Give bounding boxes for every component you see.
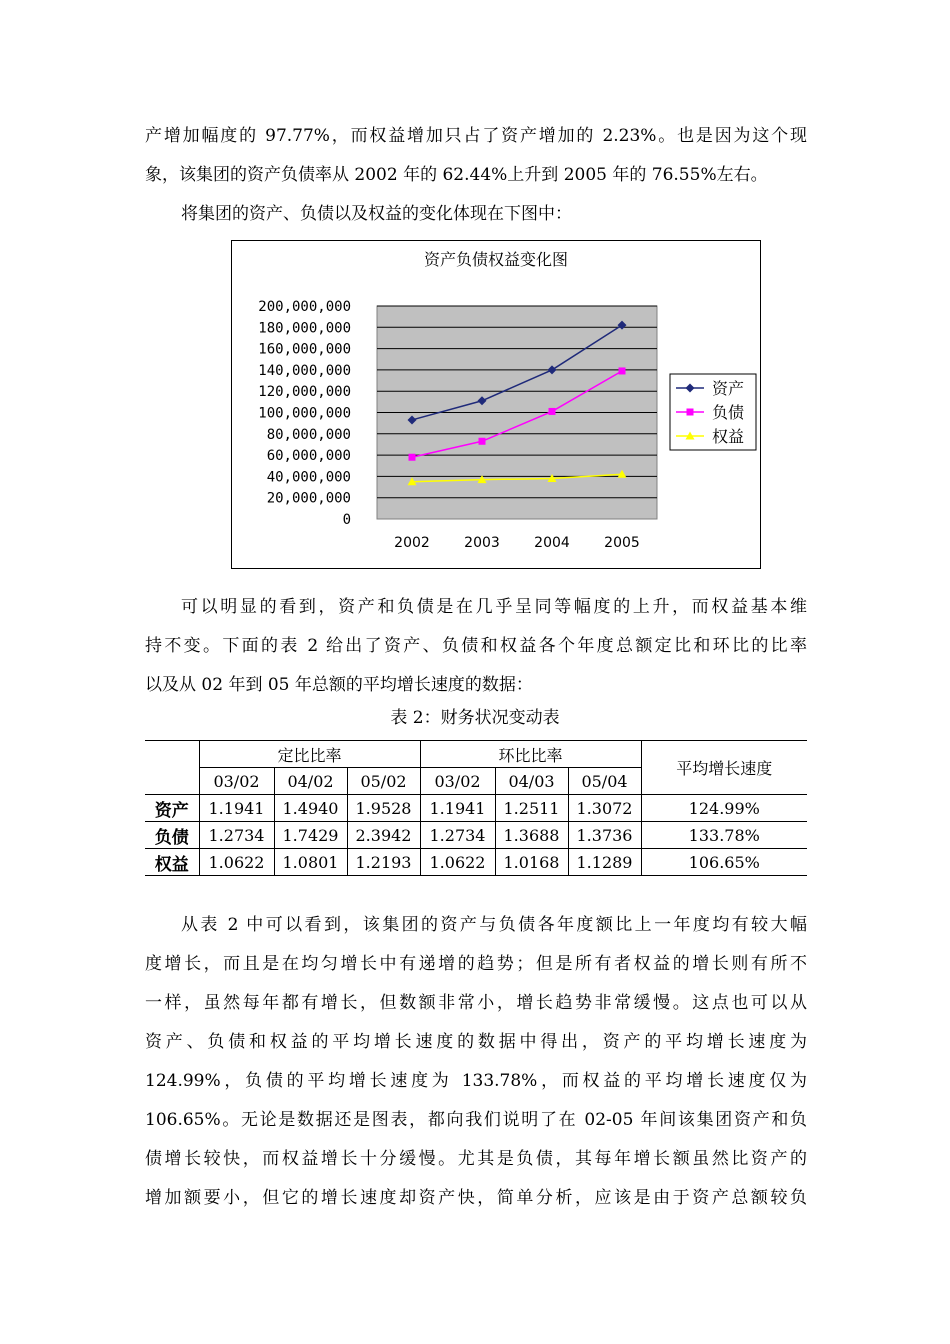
paragraph-3-line-4: 资产、负债和权益的平均增长速度的数据中得出，资产的平均增长速度为: [145, 1032, 807, 1052]
y-tick-label: 160,000,000: [258, 341, 351, 358]
table-cell: 1.2734: [199, 822, 274, 849]
table-cell: 1.2193: [347, 849, 420, 876]
table-cell: 1.7429: [274, 822, 347, 849]
table-cell: 1.3736: [568, 822, 641, 849]
y-tick-label: 200,000,000: [258, 299, 351, 315]
table-cell: 1.2734: [420, 822, 495, 849]
x-tick-label: 2003: [464, 535, 500, 551]
table-cell: 133.78%: [688, 825, 760, 845]
table-cell: 1.3072: [568, 795, 641, 822]
chart-title: 资产负债权益变化图: [423, 250, 569, 269]
y-tick-label: 80,000,000: [266, 426, 351, 443]
row-label-liabilities: 负债: [145, 822, 199, 849]
sub-header: 04/03: [495, 768, 568, 795]
y-tick-label: 120,000,000: [258, 384, 351, 401]
sub-header: 03/02: [420, 768, 495, 795]
row-label-assets: 资产: [145, 795, 199, 822]
sub-header: 03/02: [199, 768, 274, 795]
legend-label: 权益: [712, 427, 745, 446]
sub-header: 05/04: [568, 768, 641, 795]
table-caption: 表 2：财务状况变动表: [390, 708, 560, 728]
paragraph-2-line-1: 可以明显的看到，资产和负债是在几乎呈同等幅度的上升，而权益基本维: [181, 597, 807, 617]
table-cell: 2.3942: [347, 822, 420, 849]
sub-header: 04/02: [274, 768, 347, 795]
data-point: [409, 454, 416, 461]
table-row: [145, 795, 807, 822]
group-header-chain: 环比比率: [420, 741, 641, 768]
corner-cell: [145, 741, 199, 795]
paragraph-3-line-8: 增加额要小，但它的增长速度却资产快，简单分析，应该是由于资产总额较负: [145, 1188, 807, 1208]
paragraph-3-line-6: 106.65%。无论是数据还是图表，都向我们说明了在 02-05 年间该集团资产和负: [145, 1110, 807, 1130]
table-cell: 106.65%: [688, 852, 760, 872]
y-tick-label: 0: [342, 512, 351, 528]
paragraph-2-line-2: 持不变。下面的表 2 给出了资产、负债和权益各个年度总额定比和环比的比率: [145, 636, 807, 656]
paragraph-1: [145, 117, 807, 234]
paragraph-2: [145, 588, 807, 705]
table-cell: 1.2511: [495, 795, 568, 822]
paragraph-3-line-2: 度增长，而且是在均匀增长中有递增的趋势；但是所有者权益的增长则有所不: [145, 954, 807, 974]
legend-marker: [687, 409, 694, 416]
y-tick-label: 40,000,000: [266, 469, 351, 486]
y-tick-label: 60,000,000: [266, 448, 351, 465]
row-label-equity: 权益: [145, 849, 199, 876]
group-header-fixed-base: 定比比率: [199, 741, 420, 768]
paragraph-3-line-7: 债增长较快，而权益增长十分缓慢。尤其是负债，其每年增长额虽然比资产的: [145, 1149, 807, 1169]
paragraph-3: [145, 906, 807, 1218]
table-cell: 1.0168: [495, 849, 568, 876]
table-cell: 1.1941: [420, 795, 495, 822]
data-point: [549, 408, 556, 415]
table-cell: 1.1941: [199, 795, 274, 822]
data-point: [619, 367, 626, 374]
table-row: [145, 849, 807, 876]
paragraph-1-line-2: 象，该集团的资产负债率从 2002 年的 62.44%上升到 2005 年的 76.55%左右。: [145, 165, 768, 185]
y-tick-label: 100,000,000: [258, 405, 351, 422]
x-tick-label: 2005: [604, 535, 640, 551]
paragraph-1-line-3: 将集团的资产、负债以及权益的变化体现在下图中：: [181, 204, 572, 224]
table-cell: 1.9528: [347, 795, 420, 822]
table-cell: 1.1289: [568, 849, 641, 876]
chart-frame: [231, 240, 761, 569]
data-point: [479, 438, 486, 445]
x-tick-label: 2004: [534, 535, 570, 551]
paragraph-3-line-1: 从表 2 中可以看到，该集团的资产与负债各年度额比上一年度均有较大幅: [181, 915, 807, 935]
paragraph-3-line-5: 124.99%，负债的平均增长速度为 133.78%，而权益的平均增长速度仅为: [145, 1071, 807, 1091]
y-tick-label: 20,000,000: [266, 490, 351, 507]
table-row: [145, 822, 807, 849]
paragraph-2-line-3: 以及从 02 年到 05 年总额的平均增长速度的数据：: [145, 675, 533, 695]
table-cell: 1.0622: [420, 849, 495, 876]
table-cell: 1.0622: [199, 849, 274, 876]
sub-header: 05/02: [347, 768, 420, 795]
paragraph-1-line-1: 产增加幅度的 97.77%，而权益增加只占了资产增加的 2.23%。也是因为这个现: [145, 126, 807, 146]
x-tick-label: 2002: [394, 535, 430, 551]
y-tick-label: 140,000,000: [258, 362, 351, 379]
paragraph-3-line-3: 一样，虽然每年都有增长，但数额非常小，增长趋势非常缓慢。这点也可以从: [145, 993, 807, 1013]
legend-label: 负债: [712, 403, 745, 422]
group-header-avg-growth: 平均增长速度: [676, 759, 773, 778]
table-cell: 124.99%: [688, 798, 760, 818]
line-chart: [232, 241, 760, 568]
table-cell: 1.3688: [495, 822, 568, 849]
y-tick-label: 180,000,000: [258, 320, 351, 337]
financial-table: [145, 740, 807, 876]
legend-label: 资产: [712, 379, 745, 398]
table-cell: 1.4940: [274, 795, 347, 822]
table-cell: 1.0801: [274, 849, 347, 876]
